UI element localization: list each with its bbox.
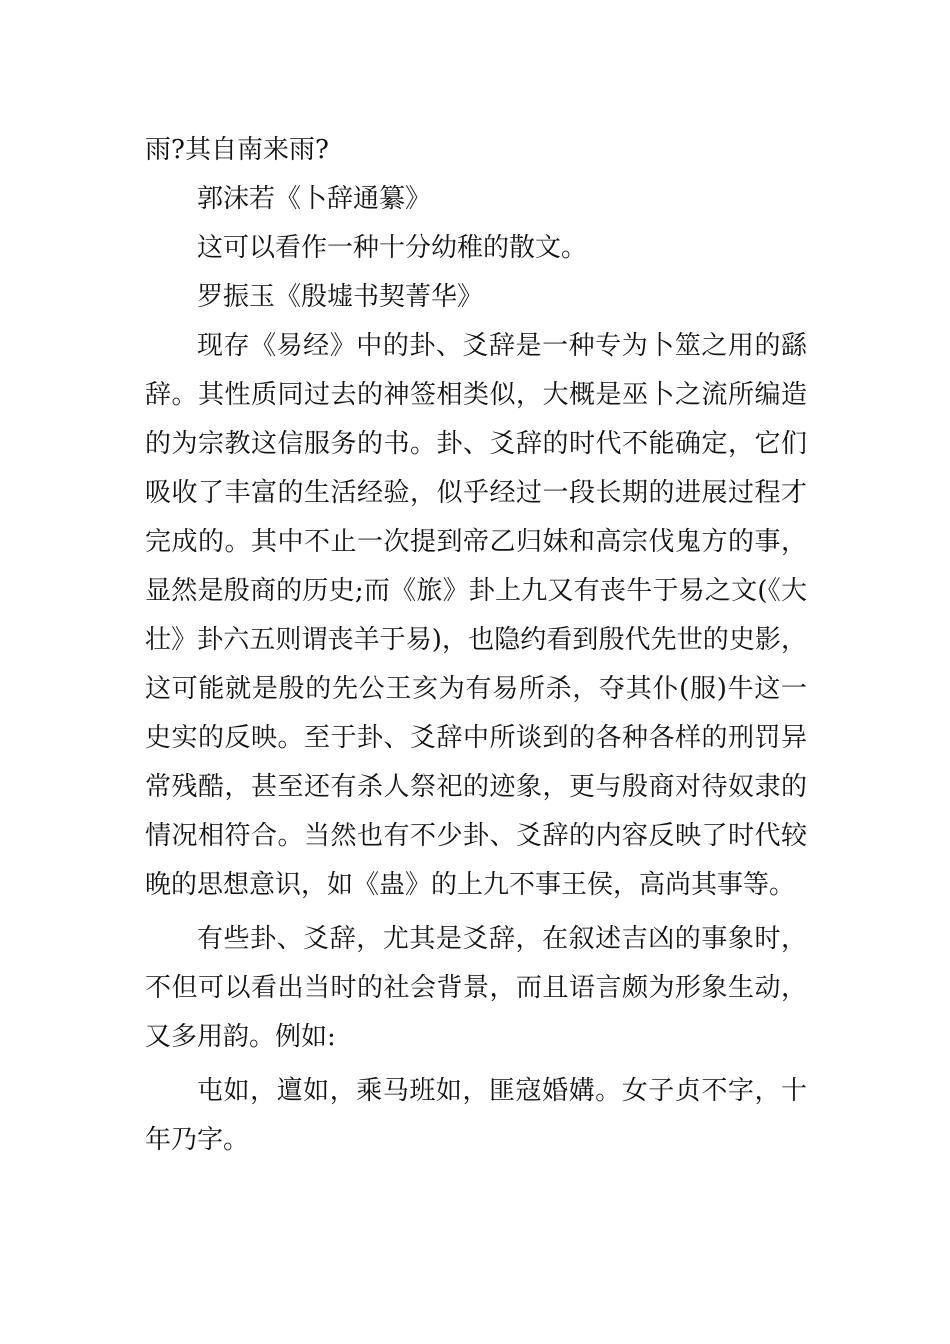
paragraph: 屯如，邅如，乘马班如，匪寇婚媾。女子贞不字，十年乃字。	[145, 1076, 807, 1155]
paragraph: 这可以看作一种十分幼稚的散文。	[197, 233, 588, 263]
paragraph: 郭沫若《卜辞通纂》	[197, 184, 432, 214]
paragraph: 罗振玉《殷墟书契菁华》	[197, 282, 484, 312]
paragraph: 现存《易经》中的卦、爻辞是一种专为卜筮之用的繇辞。其性质同过去的神签相类似，大概是巫卜之流所编造的为宗教这信服务的书。卦、爻辞的时代不能确定，它们吸收了丰富的生活经验，似乎经过一段长期的进展过程才完成的。其中不止一次提到帝乙归妹和高宗伐鬼方的事，显然是殷商的历史;而《旅》卦上九又有丧牛于易之文(《大壮》卦六五则谓丧羊于易)，也隐约看到殷代先世的史影，这可能就是殷的先公王亥为有易所杀，夺其仆(服)牛这一史实的反映。至于卦、爻辞中所谈到的各种各样的刑罚异常残酷，甚至还有杀人祭祀的迹象，更与殷商对待奴隶的情况相符合。当然也有不少卦、爻辞的内容反映了时代较晚的思想意识，如《蛊》的上九不事王侯，高尚其事等。	[145, 331, 807, 900]
document-body	[145, 126, 807, 1165]
paragraph: 雨?其自南来雨?	[145, 135, 329, 165]
paragraph: 有些卦、爻辞，尤其是爻辞，在叙述吉凶的事象时，不但可以看出当时的社会背景，而且语言颇为形象生动，又多用韵。例如:	[145, 924, 807, 1052]
